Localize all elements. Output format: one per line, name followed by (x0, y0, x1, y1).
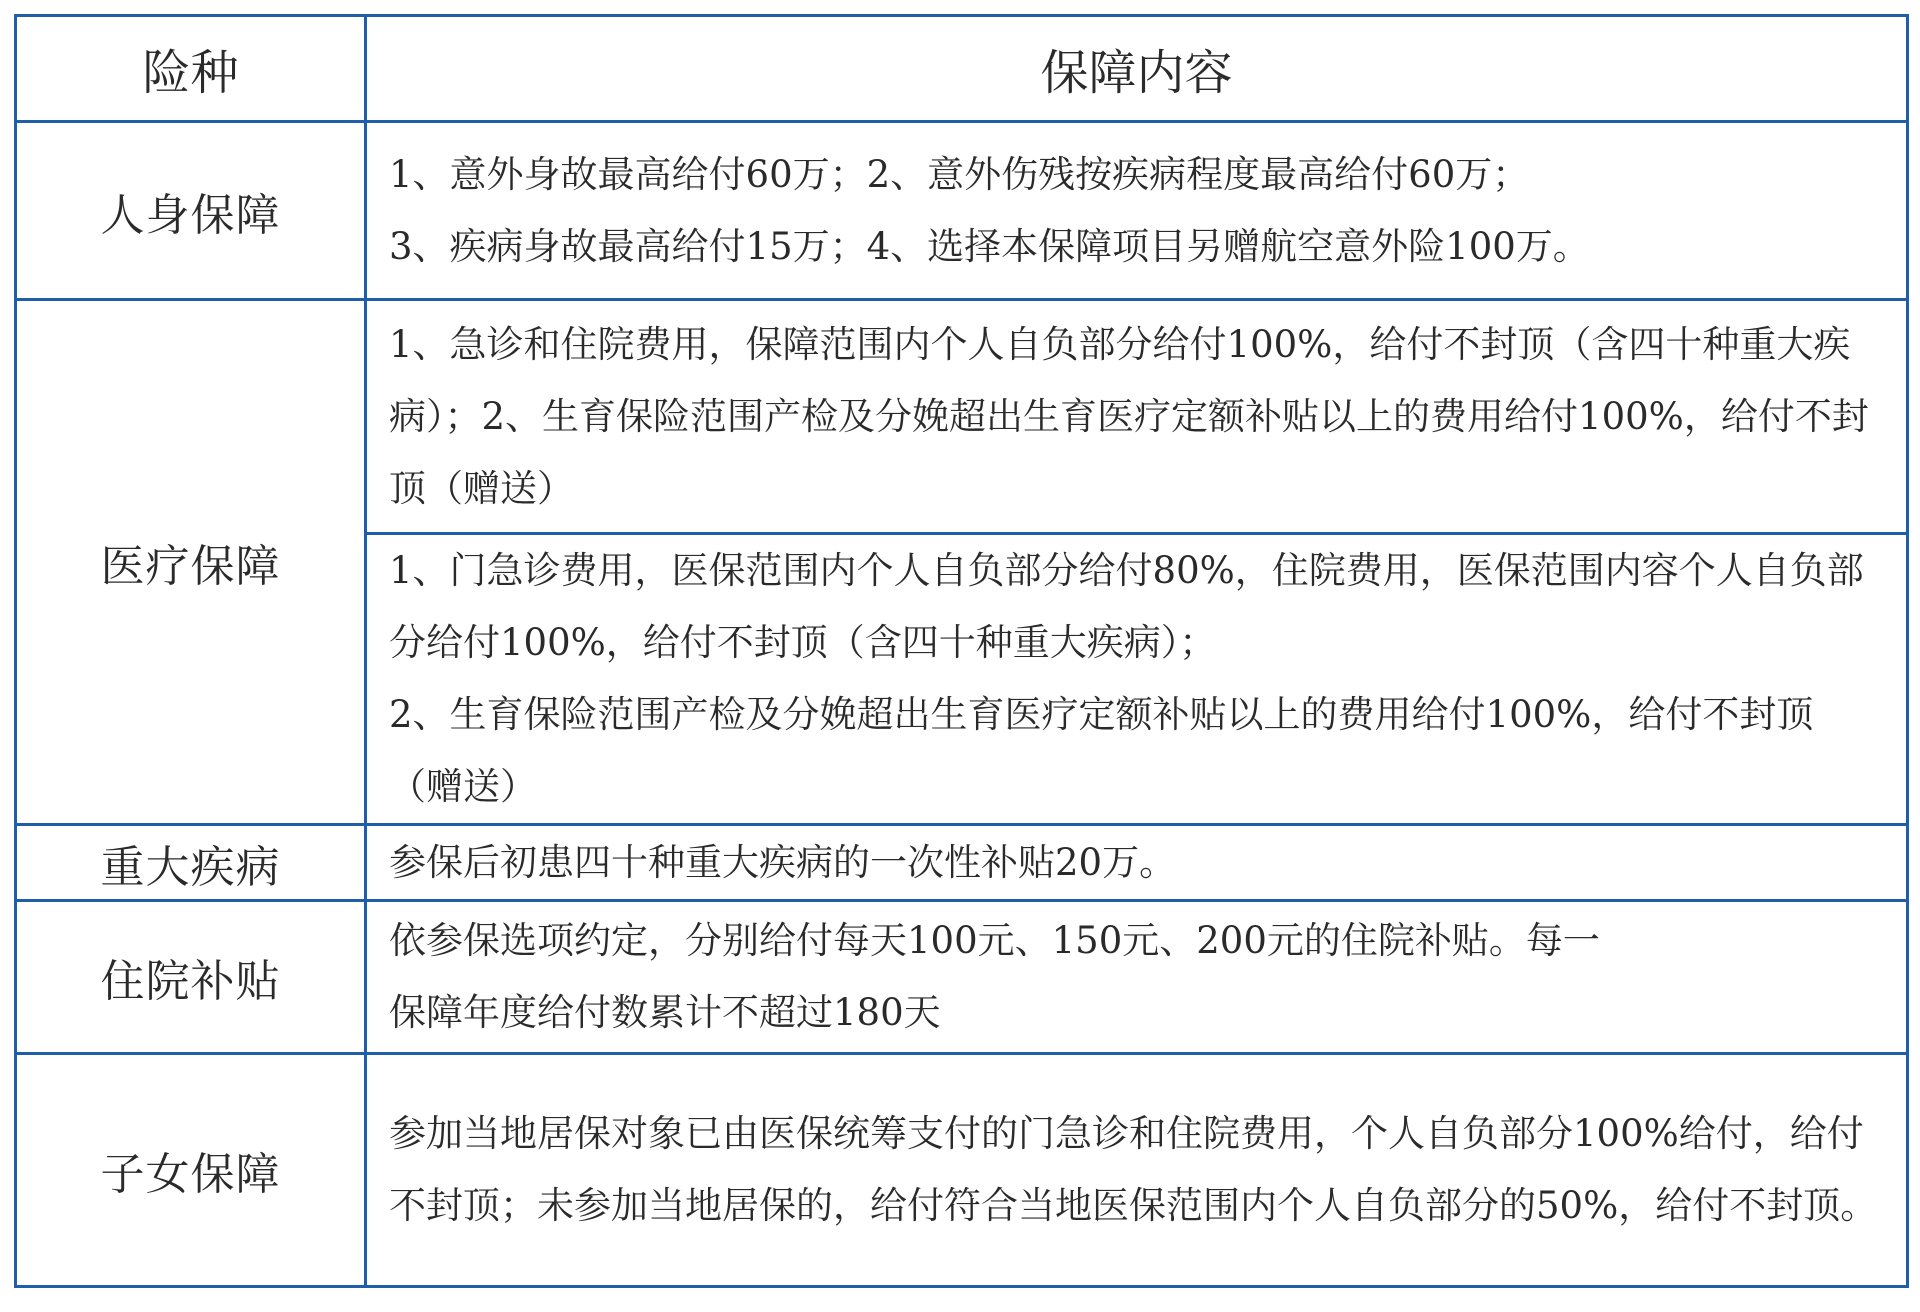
header-type: 险种 (16, 16, 366, 122)
content-children (366, 1054, 1908, 1287)
table-row-critical-illness (16, 825, 1908, 901)
table-row-children (16, 1054, 1908, 1287)
content-medical-option-b (366, 534, 1908, 825)
content-hospital-line-2: 保障年度给付数累计不超过180天 (389, 991, 941, 1034)
table-row-personal (16, 122, 1908, 300)
type-medical: 医疗保障 (16, 300, 366, 825)
content-hospital-line-1: 依参保选项约定，分别给付每天100元、150元、200元的住院补贴。每一 (389, 919, 1600, 962)
content-hospital (366, 901, 1908, 1054)
header-content: 保障内容 (366, 16, 1908, 122)
content-personal-line-1: 1、意外身故最高给付60万；2、意外伤残按疾病程度最高给付60万； (389, 152, 1530, 196)
content-medical-option-b-text-1: 1、门急诊费用，医保范围内个人自负部分给付80%，住院费用，医保范围内容个人自负部分给付100%，给付不封顶（含四十种重大疾病）； (389, 549, 1864, 664)
table-row-hospital-allowance (16, 901, 1908, 1054)
content-personal-line-2: 3、疾病身故最高给付15万；4、选择本保障项目另赠航空意外险100万。 (389, 224, 1590, 268)
content-medical-option-a (366, 300, 1908, 534)
content-medical-option-a-text: 1、急诊和住院费用，保障范围内个人自负部分给付100%，给付不封顶（含四十种重大疾病）；2、生育保险范围产检及分娩超出生育医疗定额补贴以上的费用给付100%，给付不封顶（赠送） (389, 322, 1869, 510)
table-row-medical-option-a (16, 300, 1908, 534)
content-children-text: 参加当地居保对象已由医保统筹支付的门急诊和住院费用，个人自负部分100%给付，给付不封顶；未参加当地居保的，给付符合当地医保范围内个人自负部分的50%，给付不封顶。 (389, 1112, 1878, 1227)
type-hospital: 住院补贴 (16, 901, 366, 1054)
insurance-coverage-table (14, 14, 1909, 1288)
type-critical: 重大疾病 (16, 825, 366, 901)
type-children: 子女保障 (16, 1054, 366, 1287)
content-medical-option-b-text-2: 2、生育保险范围产检及分娩超出生育医疗定额补贴以上的费用给付100%，给付不封顶（赠送） (389, 693, 1814, 808)
content-critical (366, 825, 1908, 901)
content-personal (366, 122, 1908, 300)
type-personal: 人身保障 (16, 122, 366, 300)
content-critical-text: 参保后初患四十种重大疾病的一次性补贴20万。 (389, 840, 1177, 884)
table-header-row (16, 16, 1908, 122)
